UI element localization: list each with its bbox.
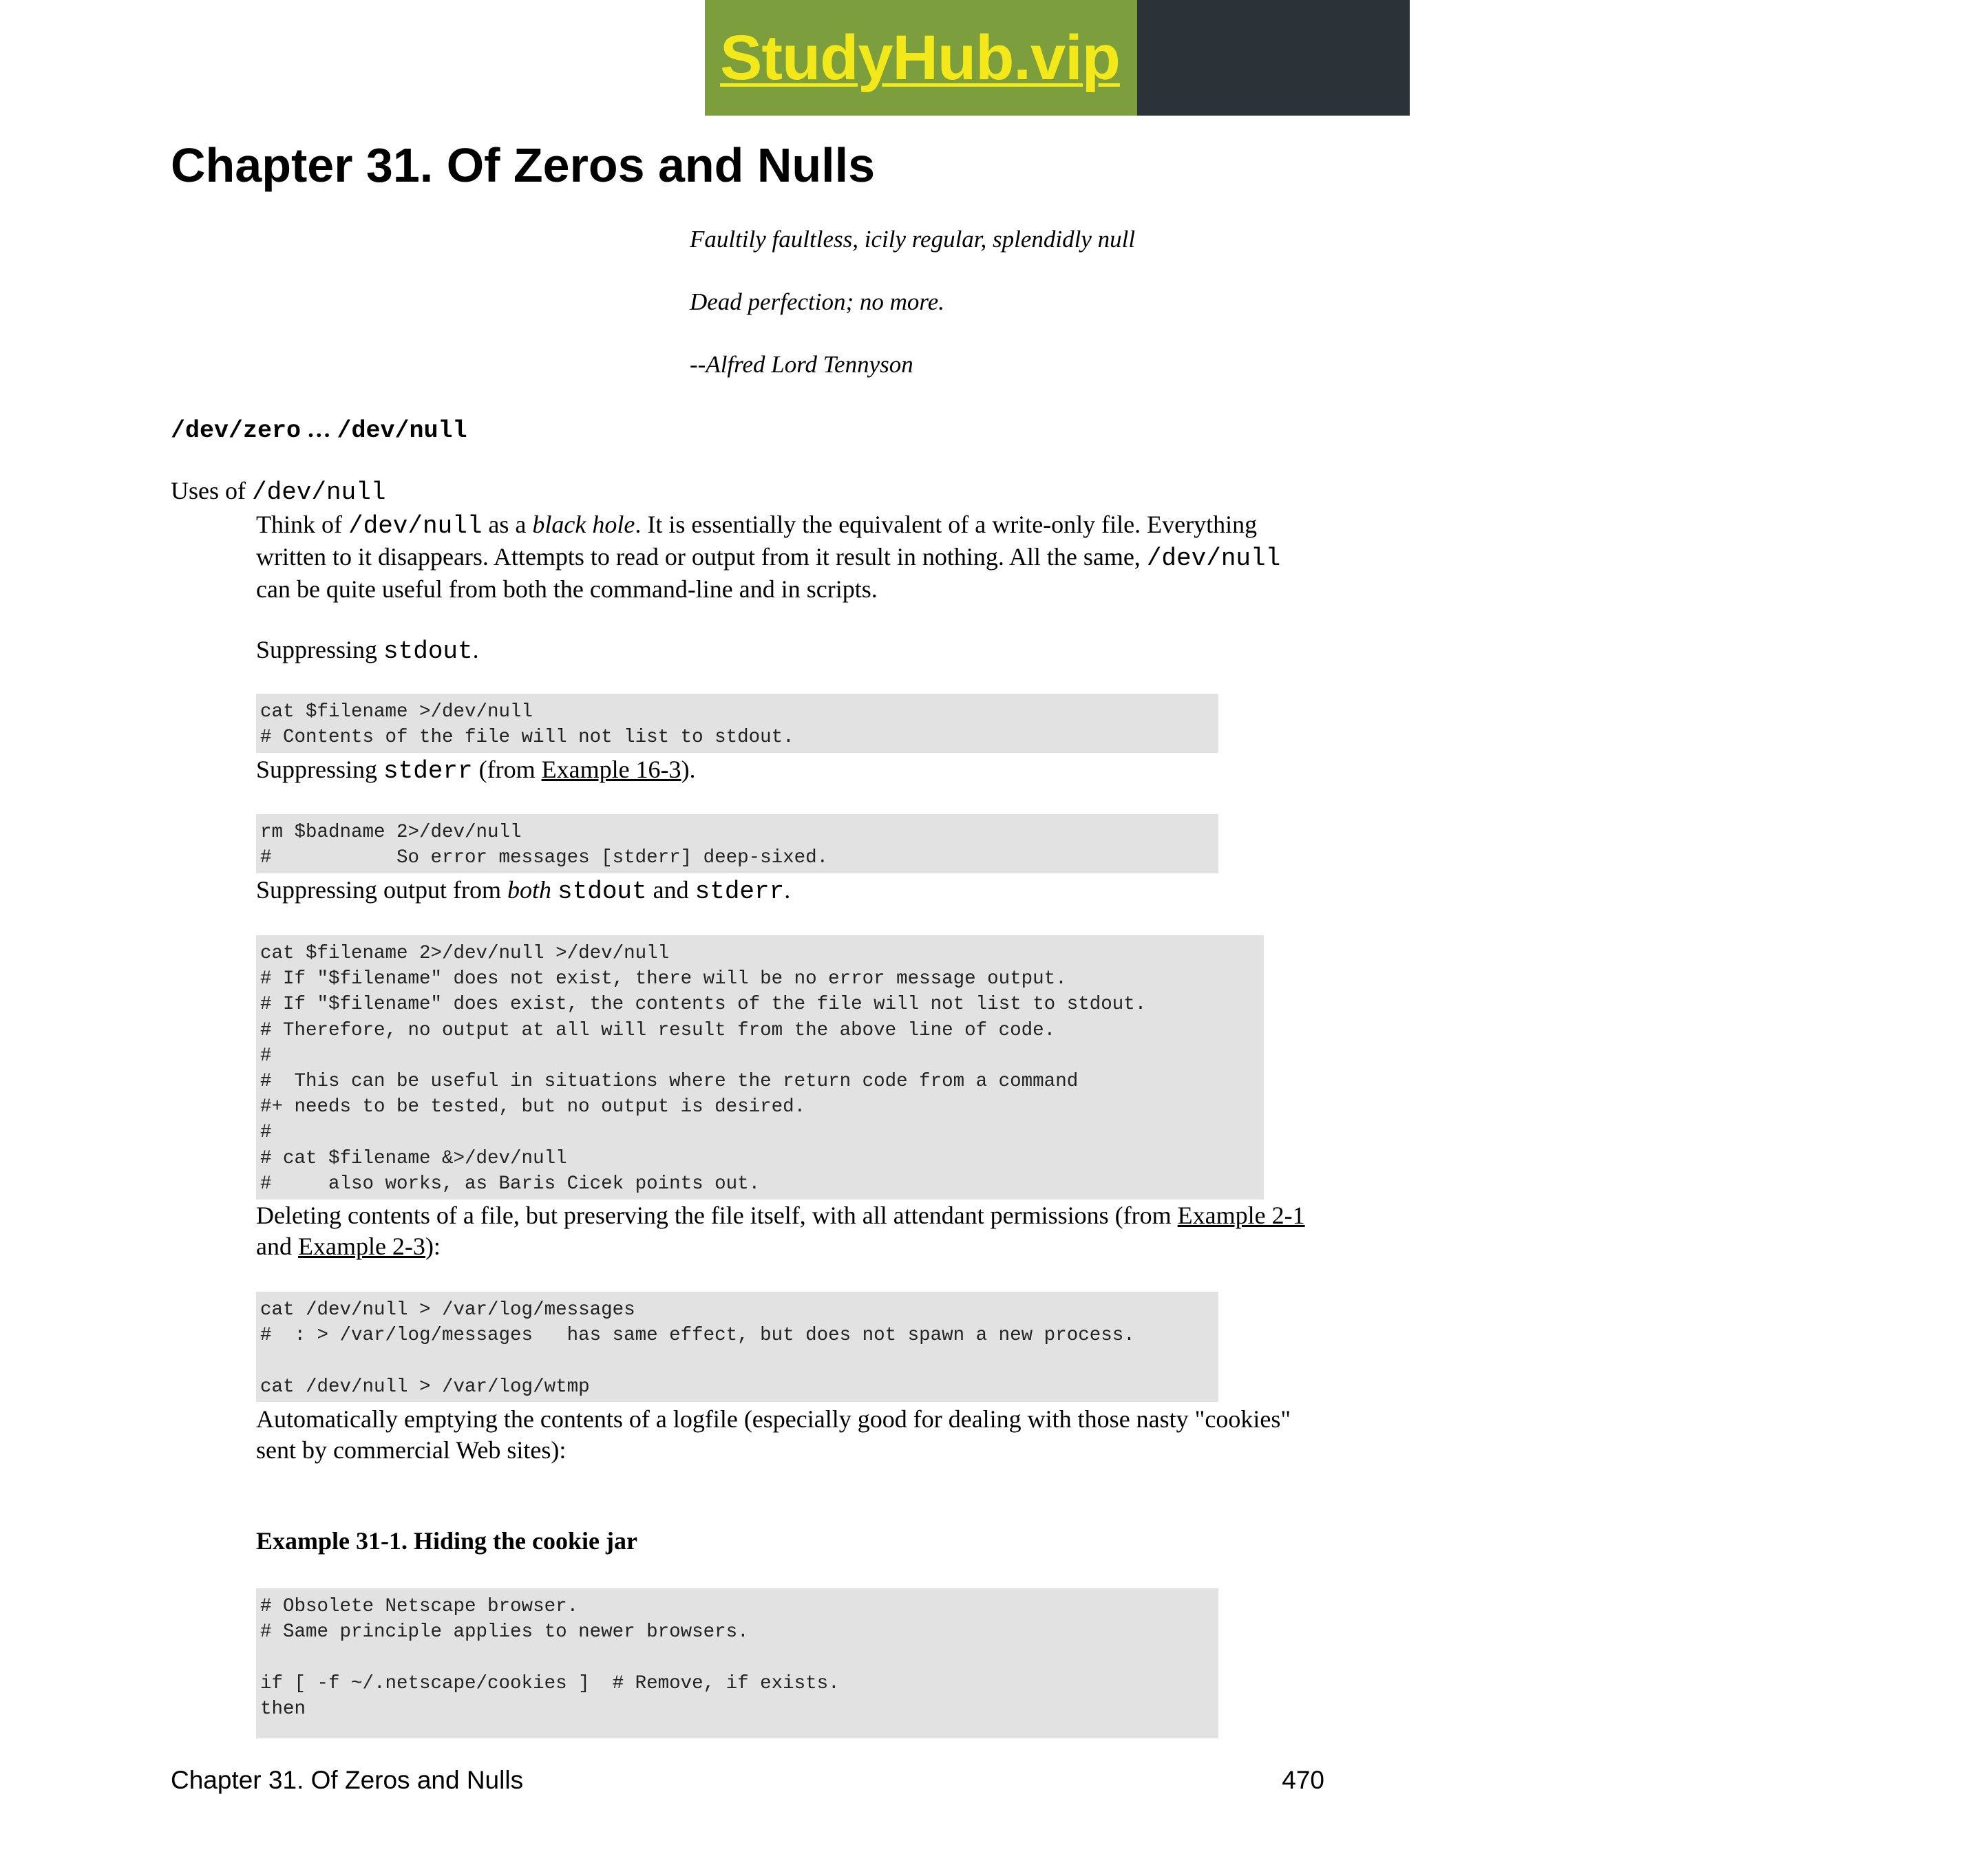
stderr-paragraph: Suppressing stderr (from Example 16-3). (256, 756, 696, 785)
clock-icon: ⏱ (1881, 106, 1894, 125)
feature-item: ⧉ 100% plagiarism free (1881, 158, 1979, 242)
banner-features (1881, 17, 1979, 242)
page-number: 470 (1282, 1766, 1324, 1794)
example-16-3-link[interactable]: Example 16-3 (541, 756, 681, 783)
epigraph-line-2: Dead perfection; no more. (690, 288, 944, 315)
footer-chapter-title: Chapter 31. Of Zeros and Nulls (171, 1766, 524, 1794)
feature-item: ⏱ On-time delivery (1881, 101, 1979, 158)
intro-paragraph: Think of /dev/null as a black hole. It is essentially the equivalent of a write-only file. Everything written to it disappears. Attempts to read or output from it result in nothing. All the same, /dev/null can be quite useful from both the command-line and in scripts. (256, 511, 1281, 603)
banner-logo-panel (705, 0, 1137, 116)
chapter-title: Chapter 31. Of Zeros and Nulls (171, 138, 875, 192)
banner-features-panel (1137, 0, 1410, 116)
code-block-stderr: rm $badname 2>/dev/null # So error messages [stderr] deep-sixed. (256, 814, 1218, 873)
stdout-paragraph: Suppressing stdout. (256, 636, 479, 665)
code-block-delete: cat /dev/null > /var/log/messages # : > /var/log/messages has same effect, but does not spawn a new process. cat /dev/null > /var/log/wtmp (256, 1292, 1218, 1402)
delete-paragraph: Deleting contents of a file, but preserving the file itself, with all attendant permissions (from Example 2-1 and Example 2-3): (256, 1202, 1305, 1260)
epigraph-line-1: Faultily faultless, icily regular, splendidly null (690, 226, 1136, 253)
code-block-both: cat $filename 2>/dev/null >/dev/null # If "$filename" does not exist, there will be no error message output. # If "$filename" does exist, the contents of the file will not list to stdout. # Therefore, no output at all will result from the above line of code. # # This can be useful in situations where the return code from a command #+ needs to be tested, but no output is desired. # # cat $filename &>/dev/null # also works, as Baris Cicek points out. (256, 935, 1264, 1200)
ad-banner[interactable] (705, 0, 1979, 237)
code-block-stdout: cat $filename >/dev/null # Contents of the file will not list to stdout. (256, 694, 1218, 753)
code-block-example: # Obsolete Netscape browser. # Same principle applies to newer browsers. if [ -f ~/.netscape/cookies ] # Remove, if exists. then (256, 1588, 1218, 1738)
example-2-1-link[interactable]: Example 2-1 (1177, 1202, 1305, 1229)
epigraph-attribution: --Alfred Lord Tennyson (690, 351, 913, 378)
epigraph (690, 226, 1135, 414)
copy-icon: ⧉ (1881, 162, 1893, 181)
example-title: Example 31-1. Hiding the cookie jar (256, 1527, 637, 1555)
feature-item: ☆Experienced writers (1881, 17, 1979, 101)
both-paragraph: Suppressing output from both stdout and stderr. (256, 876, 791, 906)
star-icon: ☆ (1881, 21, 1896, 40)
auto-empty-paragraph: Automatically emptying the contents of a logfile (especially good for dealing with those nasty "cookies" sent by commercial Web sites): (256, 1405, 1291, 1464)
example-2-3-link[interactable]: Example 2-3 (297, 1233, 425, 1260)
studyhub-logo[interactable]: StudyHub.vip (720, 22, 1120, 93)
uses-term: Uses of /dev/null (171, 477, 386, 507)
section-heading: /dev/zero … /dev/null (171, 416, 467, 445)
